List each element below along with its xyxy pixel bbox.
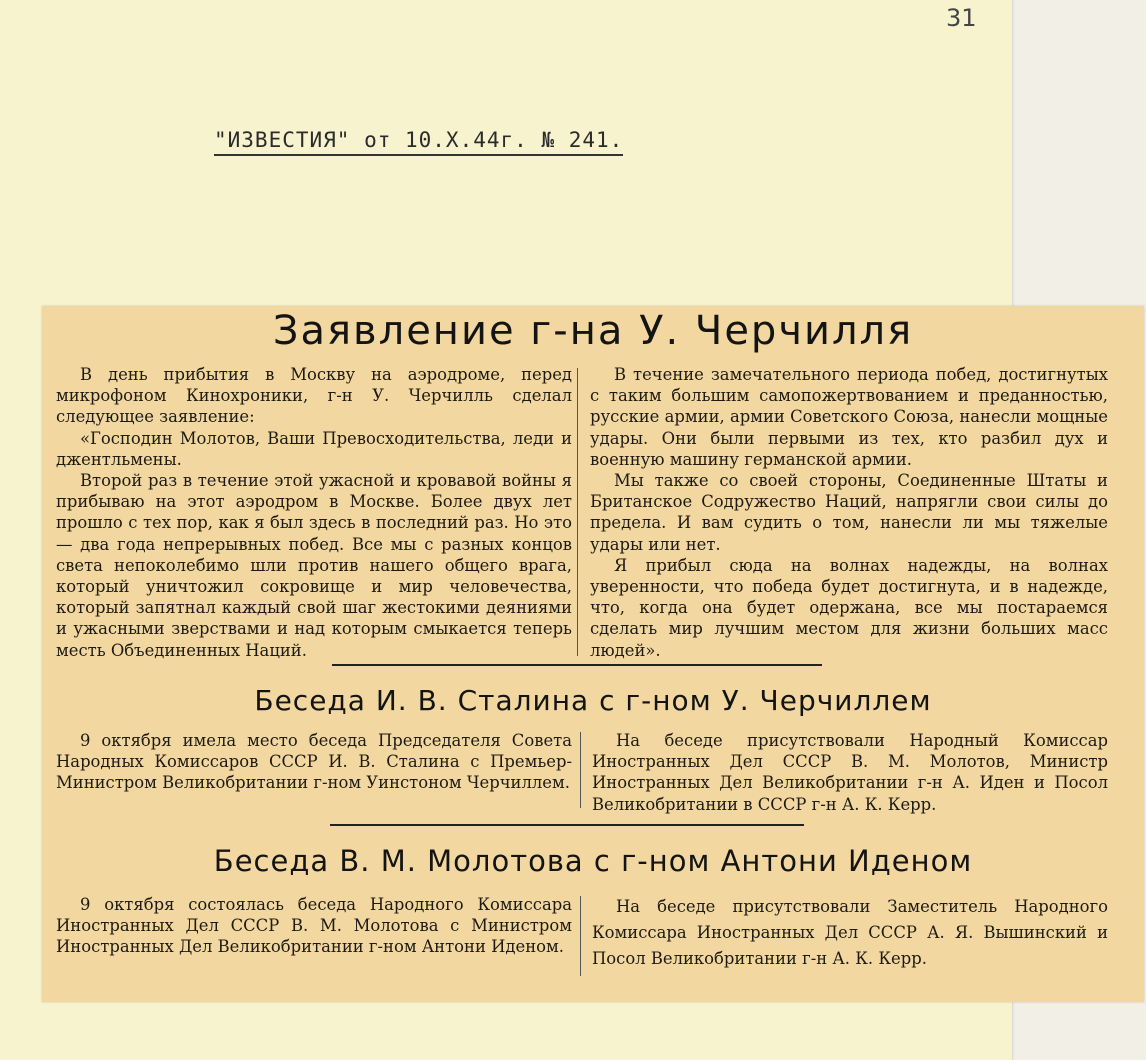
paragraph: Второй раз в течение этой ужасной и кровавой войны я прибываю на этот аэродром в Москве. Более двух лет прошло с тех пор, как я был здесь в последний раз. Но это — два года непрерывных побед. Все мы с разных концов света непоколебимо шли против нашего общего врага, который уничтожил сокровище и мир человечества, который запятнал каждый свой шаг жестокими деяниями и ужасными зверствами и над которым смыкается теперь месть Объединенных Наций. [56,471,572,660]
article-2-right-column [592,730,1108,815]
paragraph: В день прибытия в Москву на аэродроме, перед микрофоном Кинохроники, г-н У. Черчилль сделал следующее заявление: [56,365,572,427]
paragraph: На беседе присутствовали Заместитель Народного Комиссара Иностранных Дел СССР А. Я. Вышинский и Посол Великобритании г-н А. К. Керр. [592,897,1108,968]
newspaper-clipping [42,306,1144,1002]
column-divider [580,732,581,808]
headline-churchill-statement: Заявление г-на У. Черчилля [272,308,914,354]
headline-molotov-meeting: Беседа В. М. Молотова с г-ном Антони Иденом [213,844,973,878]
article-3-right-column [592,894,1108,972]
section-rule [330,824,804,826]
article-2-left-column [56,730,572,794]
page-number: 31 [946,4,977,32]
headline-stalin-meeting: Беседа И. В. Сталина с г-ном У. Черчиллем [254,684,932,717]
paragraph: В течение замечательного периода побед, достигнутых с таким большим самопожертвованием и преданностью, русские армии, армии Советского Союза, нанесли мощные удары. Они были первыми из тех, кто разбил дух и военную машину германской армии. [590,365,1108,469]
paragraph: Я прибыл сюда на волнах надежды, на волнах уверенности, что победа будет достигнута, и в надежде, что, когда она будет одержана, все мы постараемся сделать мир лучшим местом для жизни больших масс людей». [590,555,1108,660]
article-1-left-column [56,364,572,661]
paragraph: На беседе присутствовали Народный Комиссар Иностранных Дел СССР В. М. Молотов, Министр Иностранных Дел Великобритании г-н А. Иден и Посол Великобритании в СССР г-н А. К. Керр. [592,731,1108,814]
paragraph: 9 октября состоялась беседа Народного Комиссара Иностранных Дел СССР В. М. Молотова с Министром Иностранных Дел Великобритании г-ном Антони Иденом. [56,895,572,957]
paragraph: 9 октября имела место беседа Председателя Совета Народных Комиссаров СССР И. В. Сталина с Премьер-Министром Великобритании г-ном Уинстоном Черчиллем. [56,731,572,793]
column-divider [580,896,581,976]
source-line: "ИЗВЕСТИЯ" от 10.Х.44г. № 241. [214,128,623,156]
section-rule [332,664,822,666]
article-1-right-column [590,364,1108,661]
paragraph: Мы также со своей стороны, Соединенные Штаты и Британское Содружество Наций, напрягли свои силы до предела. И вам судить о том, нанесли ли мы тяжелые удары или нет. [590,471,1108,554]
column-divider [577,368,578,656]
article-3-left-column [56,894,572,958]
paragraph: «Господин Молотов, Ваши Превосходительства, леди и джентльмены. [56,428,572,469]
